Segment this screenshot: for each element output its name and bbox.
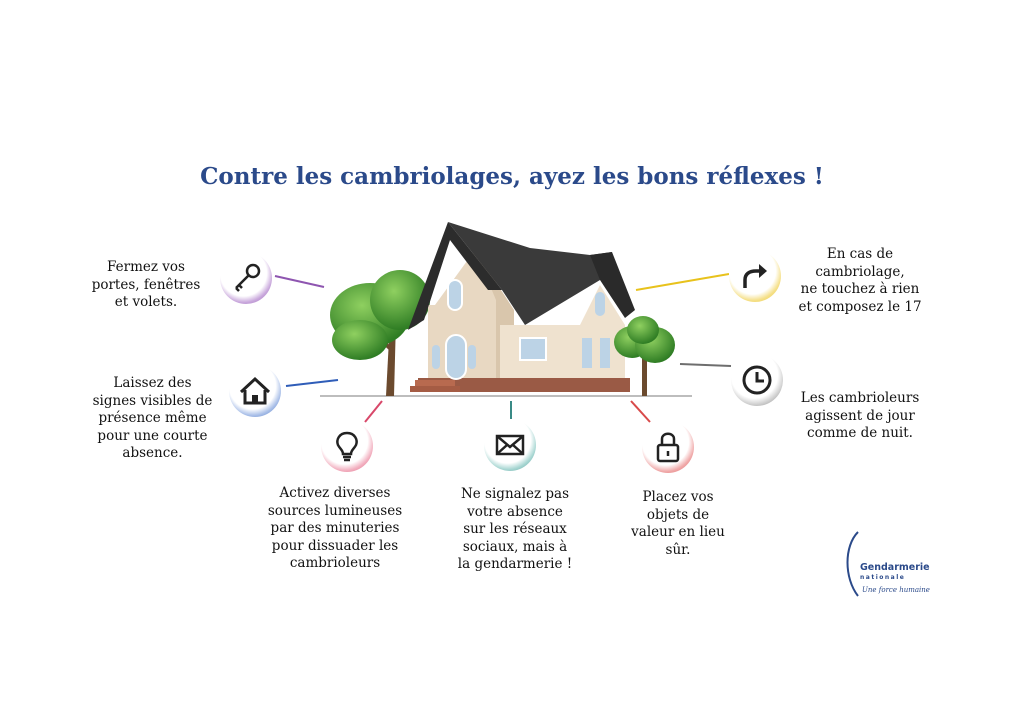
tip-line: ne touchez à rien [800,281,920,297]
key-icon [220,252,272,304]
tip-line: Fermez vos [107,259,185,275]
house-icon [229,365,281,417]
tip-line: par des minuteries [270,520,400,536]
tip-presence-signs [80,375,225,463]
house [408,222,635,392]
tip-day-and-night [795,390,925,443]
tip-line: sur les réseaux [463,521,567,537]
tip-line: cambriolage, [815,263,905,280]
tip-line: objets de [646,506,710,523]
envelope-icon [484,419,536,471]
tip-line: sources lumineuses [267,502,403,519]
tip-line: et volets. [114,294,178,310]
tip-line: comme de nuit. [807,425,913,441]
tip-line: sûr. [665,541,691,558]
logo-name: Gendarmerie [860,562,930,573]
tip-line: absence. [122,445,183,461]
house-illustration [300,210,700,400]
tip-after-burglary [790,246,930,316]
tip-line: Les cambrioleurs [800,390,920,406]
tip-line: présence même [98,410,207,426]
tip-line: Activez diverses [279,485,391,501]
tip-social-networks [440,486,590,574]
tip-line: cambrioleurs [289,555,381,571]
tip-valuables [618,489,738,559]
logo-motto: Une force humaine [862,586,930,594]
tip-line: Laissez des [113,375,192,391]
tip-line: pour une courte [97,427,208,444]
page-title: Contre les cambriolages, ayez les bons réflexes ! [200,163,824,190]
tip-line: et composez le 17 [798,298,922,315]
tip-line: signes visibles de [92,392,213,409]
logo-subtitle: nationale [860,574,906,581]
tip-light-sources [255,485,415,573]
arrow-icon [729,250,781,302]
padlock-icon [642,421,694,473]
clock-icon [731,354,783,406]
tip-line: Placez vos [642,489,714,505]
tip-line: sociaux, mais à [462,538,568,555]
tip-line: Ne signalez pas [460,486,570,502]
tip-line: portes, fenêtres [91,276,201,293]
tip-line: En cas de [826,246,894,262]
gendarmerie-logo [840,528,930,600]
lightbulb-icon [321,420,373,472]
tip-line: valeur en lieu [631,524,725,540]
tip-line: votre absence [467,503,563,520]
tip-close-openings [86,259,206,312]
tip-line: agissent de jour [805,407,915,424]
tip-line: pour dissuader les [271,537,399,554]
left-tree [330,270,430,396]
tip-line: la gendarmerie ! [457,556,573,572]
